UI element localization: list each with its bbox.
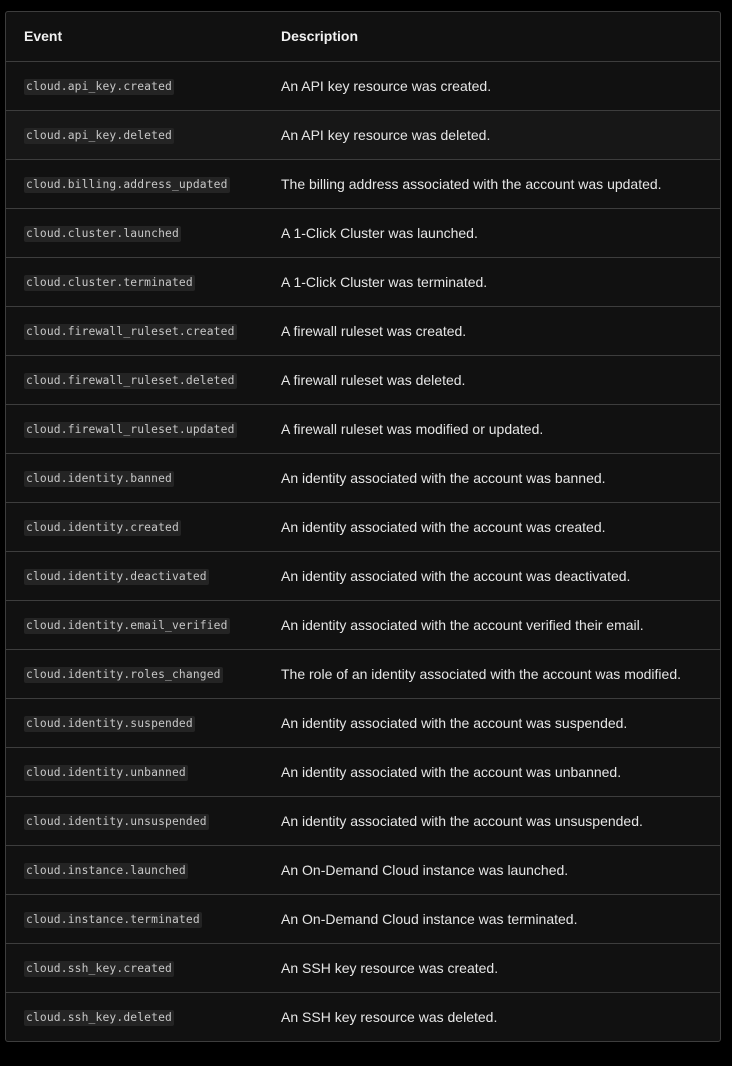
description-cell: An identity associated with the account was unsuspended. — [281, 812, 643, 829]
table-row — [6, 502, 720, 551]
event-cell — [6, 649, 270, 698]
description-cell: An identity associated with the account was unbanned. — [281, 763, 622, 780]
description-cell: An identity associated with the account was suspended. — [281, 714, 628, 731]
event-name-code: cloud.instance.terminated — [26, 912, 200, 926]
table-row — [6, 404, 720, 453]
description-cell: An API key resource was created. — [281, 77, 492, 94]
event-name-code: cloud.firewall_ruleset.deleted — [26, 373, 235, 387]
description-cell: A firewall ruleset was created. — [281, 322, 467, 339]
event-name-code: cloud.identity.email_verified — [26, 618, 228, 632]
description-cell: A 1-Click Cluster was terminated. — [281, 273, 488, 290]
table-row — [6, 796, 720, 845]
table-body — [6, 61, 720, 1041]
description-cell: An identity associated with the account verified their email. — [281, 616, 644, 633]
event-cell — [6, 747, 270, 796]
event-cell — [6, 404, 270, 453]
event-name-code: cloud.identity.unsuspended — [26, 814, 207, 828]
event-cell — [6, 894, 270, 943]
column-header-description: Description — [270, 12, 720, 61]
event-name-code: cloud.ssh_key.created — [26, 961, 172, 975]
event-cell — [6, 600, 270, 649]
event-name-code: cloud.identity.deactivated — [26, 569, 207, 583]
table-row — [6, 698, 720, 747]
table-row — [6, 61, 720, 110]
table-row — [6, 257, 720, 306]
event-cell — [6, 355, 270, 404]
event-name-code: cloud.api_key.created — [26, 79, 172, 93]
table-row — [6, 159, 720, 208]
event-cell — [6, 502, 270, 551]
event-cell — [6, 208, 270, 257]
table-row — [6, 453, 720, 502]
event-cell — [6, 992, 270, 1041]
event-cell — [6, 159, 270, 208]
table-row — [6, 355, 720, 404]
events-table-container — [5, 11, 721, 1042]
table-row — [6, 845, 720, 894]
event-cell — [6, 943, 270, 992]
event-cell — [6, 698, 270, 747]
event-cell — [6, 257, 270, 306]
description-cell: The billing address associated with the account was updated. — [281, 175, 662, 192]
event-cell — [6, 796, 270, 845]
description-cell: The role of an identity associated with the account was modified. — [281, 665, 681, 682]
event-name-code: cloud.identity.banned — [26, 471, 172, 485]
event-name-code: cloud.instance.launched — [26, 863, 186, 877]
description-cell: An On-Demand Cloud instance was launched. — [281, 861, 569, 878]
description-cell: A 1-Click Cluster was launched. — [281, 224, 478, 241]
table-row — [6, 208, 720, 257]
table-row — [6, 894, 720, 943]
event-name-code: cloud.api_key.deleted — [26, 128, 172, 142]
description-cell: A firewall ruleset was deleted. — [281, 371, 466, 388]
events-table — [6, 12, 720, 1041]
event-name-code: cloud.ssh_key.deleted — [26, 1010, 172, 1024]
table-row — [6, 110, 720, 159]
description-cell: An identity associated with the account was deactivated. — [281, 567, 631, 584]
event-name-code: cloud.identity.roles_changed — [26, 667, 221, 681]
event-name-code: cloud.identity.created — [26, 520, 179, 534]
table-header — [6, 12, 720, 61]
table-row — [6, 649, 720, 698]
table-row — [6, 600, 720, 649]
event-name-code: cloud.cluster.terminated — [26, 275, 193, 289]
description-cell: An SSH key resource was deleted. — [281, 1008, 498, 1025]
event-cell — [6, 61, 270, 110]
description-cell: An API key resource was deleted. — [281, 126, 491, 143]
event-name-code: cloud.cluster.launched — [26, 226, 179, 240]
description-cell: An SSH key resource was created. — [281, 959, 499, 976]
table-row — [6, 306, 720, 355]
event-cell — [6, 551, 270, 600]
header-row — [6, 12, 720, 61]
description-cell: An identity associated with the account was created. — [281, 518, 606, 535]
table-row — [6, 943, 720, 992]
event-name-code: cloud.firewall_ruleset.updated — [26, 422, 235, 436]
description-cell: An On-Demand Cloud instance was terminated. — [281, 910, 578, 927]
table-row — [6, 551, 720, 600]
event-cell — [6, 453, 270, 502]
column-header-event: Event — [6, 12, 270, 61]
event-cell — [6, 110, 270, 159]
event-name-code: cloud.identity.suspended — [26, 716, 193, 730]
event-cell — [6, 845, 270, 894]
event-cell — [6, 306, 270, 355]
description-cell: An identity associated with the account was banned. — [281, 469, 606, 486]
description-cell: A firewall ruleset was modified or updated. — [281, 420, 544, 437]
event-name-code: cloud.identity.unbanned — [26, 765, 186, 779]
table-row — [6, 992, 720, 1041]
event-name-code: cloud.billing.address_updated — [26, 177, 228, 191]
table-row — [6, 747, 720, 796]
event-name-code: cloud.firewall_ruleset.created — [26, 324, 235, 338]
